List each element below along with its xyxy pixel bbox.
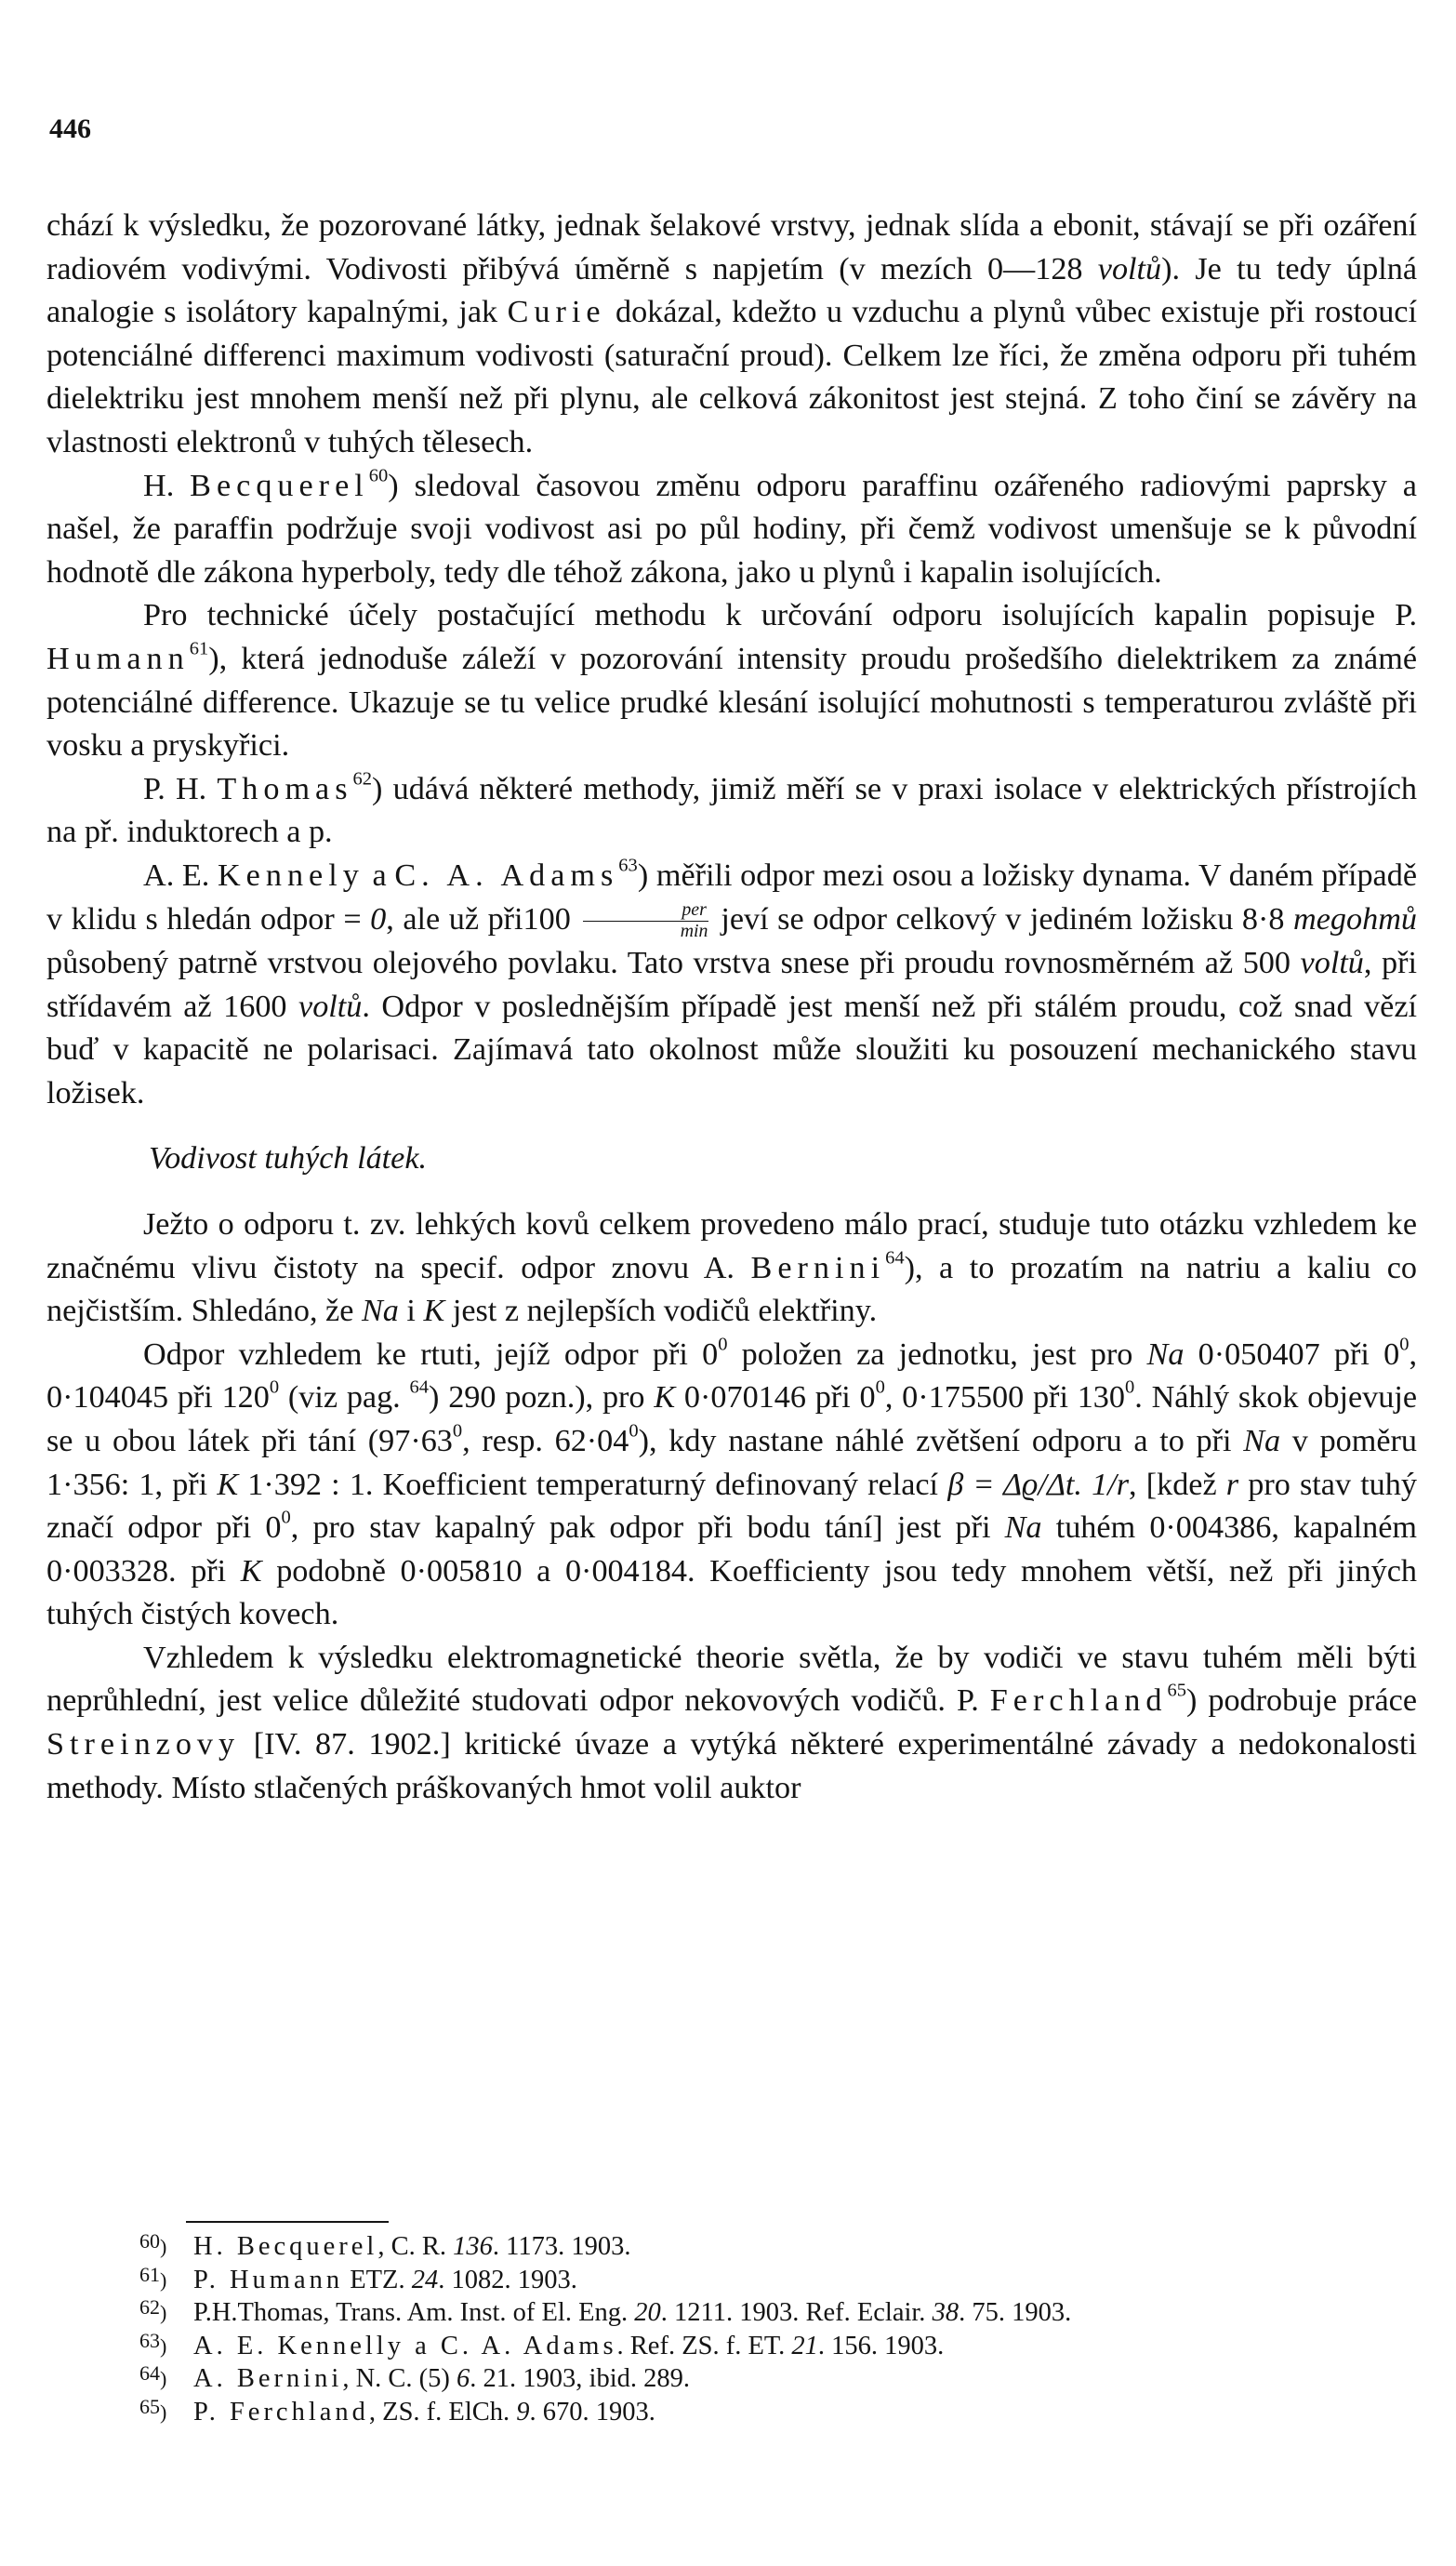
- footnote: 61) P. Humann ETZ. 24. 1082. 1903.: [139, 2262, 577, 2294]
- author-name: Kennely: [217, 858, 364, 893]
- footnote-ref: 64: [409, 1376, 430, 1398]
- body-text: [46, 205, 1417, 1810]
- page-number: 446: [49, 113, 91, 144]
- footnote-ref: 61: [189, 638, 209, 659]
- author-name: Becquerel: [190, 468, 369, 503]
- paragraph: Vzhledem k výsledku elektromagnetické theorie světla, že by vodiči ve stavu tuhém měli býti neprůhlední, jest velice důležité studovati odpor nekovových vodičů. P. Ferchland$^{65}$) podrobuje práce Streinzovy [IV. 87. 1902.] kritické úvaze a vytýká některé experimentálné závady a nedokonalosti methody. Místo stlačených práškovaných hmot volil auktor: [46, 1640, 1418, 1805]
- footnote-mark: 61: [139, 2262, 160, 2286]
- paragraph: H. Becquerel$^{60}$) sledoval časovou změnu odporu paraffinu ozářeného radiovými paprsky a našel, že paraffin podržuje svoji vodivost asi po půl hodiny, při čemž vodivost umenšuje se k původní hodnotě dle zákona hyperboly, tedy dle téhož zákona, jako u plynů i kapalin isolujících.: [46, 465, 1417, 590]
- footnote-ref: 62: [352, 768, 373, 790]
- footnote-ref: 63: [618, 855, 638, 876]
- section-title: Vodivost tuhých látek.: [149, 1141, 428, 1177]
- author-name: Thomas: [217, 771, 353, 806]
- footnote-ref: 64: [885, 1247, 905, 1269]
- footnote-mark: 62: [139, 2295, 160, 2320]
- footnote-ref: 60: [368, 465, 389, 486]
- paragraph: Ježto o odporu t. zv. lehkých kovů celkem provedeno málo prací, studuje tuto otázku vzhledem ke značnému vlivu čistoty na specif. odpor znovu A. Bernini$^{64}$), a to prozatím na natriu a kaliu co nejčistším. Shledáno, že Na i K jest z nejlepších vodičů elektřiny.: [46, 1206, 1417, 1329]
- paragraph: A. E. Kennely a C. A. Adams$^{63}$) měřili odpor mezi osou a ložisky dynama. V daném případě v klidu s hledán odpor = 0, ale už při100 $\frac{\text{per}}{\min}$ jeví se odpor celkový v jediném ložisku 8·8 megohmů působený patrně vrstvou olejového povlaku. Tato vrstva snese při proudu rovnosměrném až 500 voltů, při střídavém až 1600 voltů. Odpor v poslednějším případě jest menší než při stálém proudu, což snad vězí buď v kapacitě ne polarisaci. Zajímavá tato okolnost může sloužiti ku posouzení mechanického stavu ložisek.: [46, 855, 1417, 1110]
- author-name: Bernini: [750, 1250, 886, 1285]
- footnote: 62) P.H.Thomas, Trans. Am. Inst. of El. Eng. 20. 1211. 1903. Ref. Eclair. 38. 75. 1903.: [139, 2295, 1072, 2328]
- footnote-mark: 63: [139, 2328, 160, 2352]
- author-name: Humann: [46, 641, 190, 676]
- footnote-ref: 65: [1167, 1681, 1186, 1702]
- paragraph: Odpor vzhledem ke rtuti, jejíž odpor při $0^0$ položen za jednotku, jest pro Na 0·050407 při $0^0$, 0·104045 při $120^0$ (viz pag. $^{64}$) 290 pozn.), pro K 0·070146 při $0^0$, 0·175500 při $130^0$. Náhlý skok objevuje se u obou látek při tání ($97\cdot 63^0$, resp. $62\cdot 04^0$), kdy nastane náhlé zvětšení odporu a to při Na v poměru 1·356: 1, při K 1·392 : 1. Koefficient temperaturný definovaný relací β = Δϱ/Δt. 1/r, [kdež r pro stav tuhý značí odpor při $0^0$, pro stav kapalný pak odpor při bodu tání] jest při Na tuhém 0·004386, kapalném 0·003328. při K podobně 0·005810 a 0·004184. Koefficienty jsou tedy mnohem větší, než při jiných tuhých čistých kovech.: [46, 1334, 1417, 1632]
- author-name: Curie: [507, 295, 606, 330]
- footnote-mark: 60: [139, 2229, 160, 2253]
- footnote: 63) A. E. Kennelly a C. A. Adams. Ref. ZS. f. ET. 21. 156. 1903.: [139, 2328, 945, 2360]
- paragraph: chází k výsledku, že pozorované látky, jednak šelakové vrstvy, jednak slída a ebonit, stávají se při ozáření radiovém vodivými. Vodivosti přibývá úměrně s napjetím (v mezích 0—128 voltů). Je tu tedy úplná analogie s isolátory kapalnými, jak Curie dokázal, kdežto u vzduchu a plynů vůbec existuje při rostoucí potenciálné differenci maximum vodivosti (saturační proud). Celkem lze říci, že změna odporu při tuhém dielektriku jest mnohem menší než při plynu, ale celková zákonitost jest stejná. Z toho činí se závěry na vlastnosti elektronů v tuhých tělesech.: [46, 208, 1417, 459]
- footnote-mark: 64: [139, 2361, 160, 2386]
- formula: β = Δϱ/Δt. 1/r: [947, 1467, 1130, 1502]
- fraction-per-min: $\frac{\text{per}}{\min}$: [583, 900, 708, 942]
- footnotes: [139, 2230, 1441, 2429]
- paragraph: Pro technické účely postačující methodu k určování odporu isolujících kapalin popisuje P. Humann$^{61}$), která jednoduše záleží v pozorování intensity proudu prošedšího dielektrikem za známé potenciálné difference. Ukazuje se tu velice prudké klesání isolující mohutnosti s temperaturou zvláště při vosku a pryskyřici.: [46, 598, 1417, 764]
- footnote-mark: 65: [139, 2394, 160, 2418]
- footnote-divider: [186, 2221, 389, 2223]
- author-name: Ferchland: [989, 1683, 1168, 1719]
- footnote: 65) P. Ferchland, ZS. f. ElCh. 9. 670. 1903.: [139, 2394, 655, 2426]
- footnote: 64) A. Bernini, N. C. (5) 6. 21. 1903, ibid. 289.: [139, 2361, 690, 2394]
- paragraph: P. H. Thomas$^{62}$) udává některé methody, jimiž měří se v praxi isolace v elektrických přístrojích na př. induktorech a p.: [46, 768, 1417, 850]
- footnote: 60) H. Becquerel, C. R. 136. 1173. 1903.: [139, 2229, 631, 2261]
- author-name: C. A. Adams: [394, 858, 619, 893]
- author-name: Streinzovy: [46, 1727, 241, 1762]
